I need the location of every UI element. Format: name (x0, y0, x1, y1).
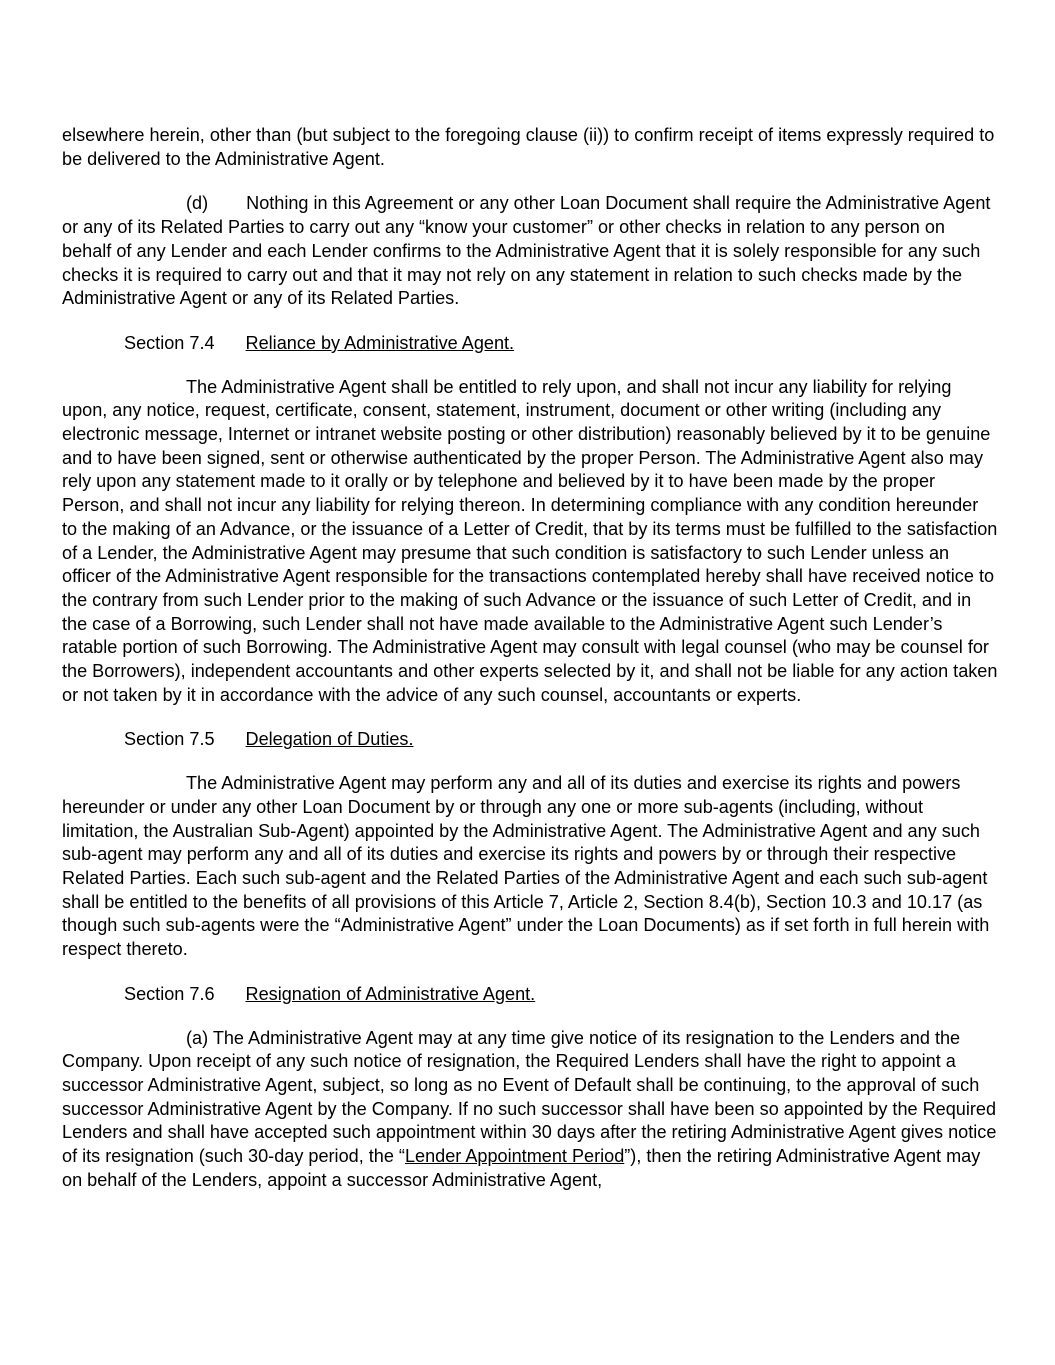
section-7-4-body: The Administrative Agent shall be entitled to rely upon, and shall not incur any liability for relying upon, any notice, request, certificate, consent, statement, instrument, document or other writing (including any electronic message, Internet or intranet website posting or other distribution) reasonably believed by it to be genuine and to have been signed, sent or otherwise authenticated by the proper Person. The Administrative Agent also may rely upon any statement made to it orally or by telephone and believed by it to have been made by the proper Person, and shall not incur any liability for relying thereon. In determining compliance with any condition hereunder to the making of an Advance, or the issuance of a Letter of Credit, that by its terms must be fulfilled to the satisfaction of a Lender, the Administrative Agent may presume that such condition is satisfactory to such Lender unless an officer of the Administrative Agent responsible for the transactions contemplated hereby shall have received notice to the contrary from such Lender prior to the making of such Advance or the issuance of such Letter of Credit, and in the case of a Borrowing, such Lender shall not have made available to the Administrative Agent such Lender’s ratable portion of such Borrowing. The Administrative Agent may consult with legal counsel (who may be counsel for the Borrowers), independent accountants and other experts selected by it, and shall not be liable for any action taken or not taken by it in accordance with the advice of any such counsel, accountants or experts. (62, 376, 998, 705)
paragraph-intro: elsewhere herein, other than (but subject to the foregoing clause (ii)) to confirm receipt of items expressly required to be delivered to the Administrative Agent. (62, 125, 995, 169)
defined-term: Lender Appointment Period (404, 1146, 625, 1167)
section-title: Reliance by Administrative Agent. (245, 332, 515, 353)
section-title: Delegation of Duties. (245, 729, 414, 750)
section-7-4-heading (124, 332, 998, 356)
section-number: Section 7.4 (124, 332, 215, 353)
section-7-6-body-part1: (a) The Administrative Agent may at any time give notice of its resignation to the Lenders and the Company. Upon receipt of any such notice of resignation, the Required Lenders shall have the right to appoint a successor Administrative Agent, subject, so long as no Event of Default shall be continuing, to the approval of such successor Administrative Agent by the Company. If no such successor shall have been so appointed by the Required Lenders and shall have accepted such appointment within 30 days after the retiring Administrative Agent gives notice of its resignation (such 30-day period, the “ (62, 1027, 997, 1167)
section-7-6-body (62, 1027, 998, 1193)
section-7-6-heading (124, 983, 998, 1007)
section-number: Section 7.6 (124, 983, 215, 1004)
section-7-6-body-part2: ”), then the retiring Administrative Agent may on behalf of the Lenders, appoint a successor Administrative Agent, (62, 1146, 981, 1190)
section-7-5-body: The Administrative Agent may perform any and all of its duties and exercise its rights and powers hereunder or under any other Loan Document by or through any one or more sub-agents (including, without limitation, the Australian Sub-Agent) appointed by the Administrative Agent. The Administrative Agent and any such sub-agent may perform any and all of its duties and exercise its rights and powers by or through their respective Related Parties. Each such sub-agent and the Related Parties of the Administrative Agent and each such sub-agent shall be entitled to the benefits of all provisions of this Article 7, Article 2, Section 8.4(b), Section 10.3 and 10.17 (as though such sub-agents were the “Administrative Agent” under the Loan Documents) as if set forth in full herein with respect thereto. (62, 773, 990, 960)
section-number: Section 7.5 (124, 729, 215, 750)
paragraph-d-text: Nothing in this Agreement or any other Loan Document shall require the Administrative Agent or any of its Related Parties to carry out any “know your customer” or other checks in relation to any person on behalf of any Lender and each Lender confirms to the Administrative Agent that it is solely responsible for any such checks it is required to carry out and that it may not rely on any statement in relation to such checks made by the Administrative Agent or any of its Related Parties. (62, 193, 991, 309)
section-title: Resignation of Administrative Agent. (245, 983, 536, 1004)
paragraph-d (62, 192, 998, 311)
section-7-5-heading (124, 728, 998, 752)
document-page (62, 124, 998, 1213)
paragraph-d-label: (d) (186, 193, 209, 214)
